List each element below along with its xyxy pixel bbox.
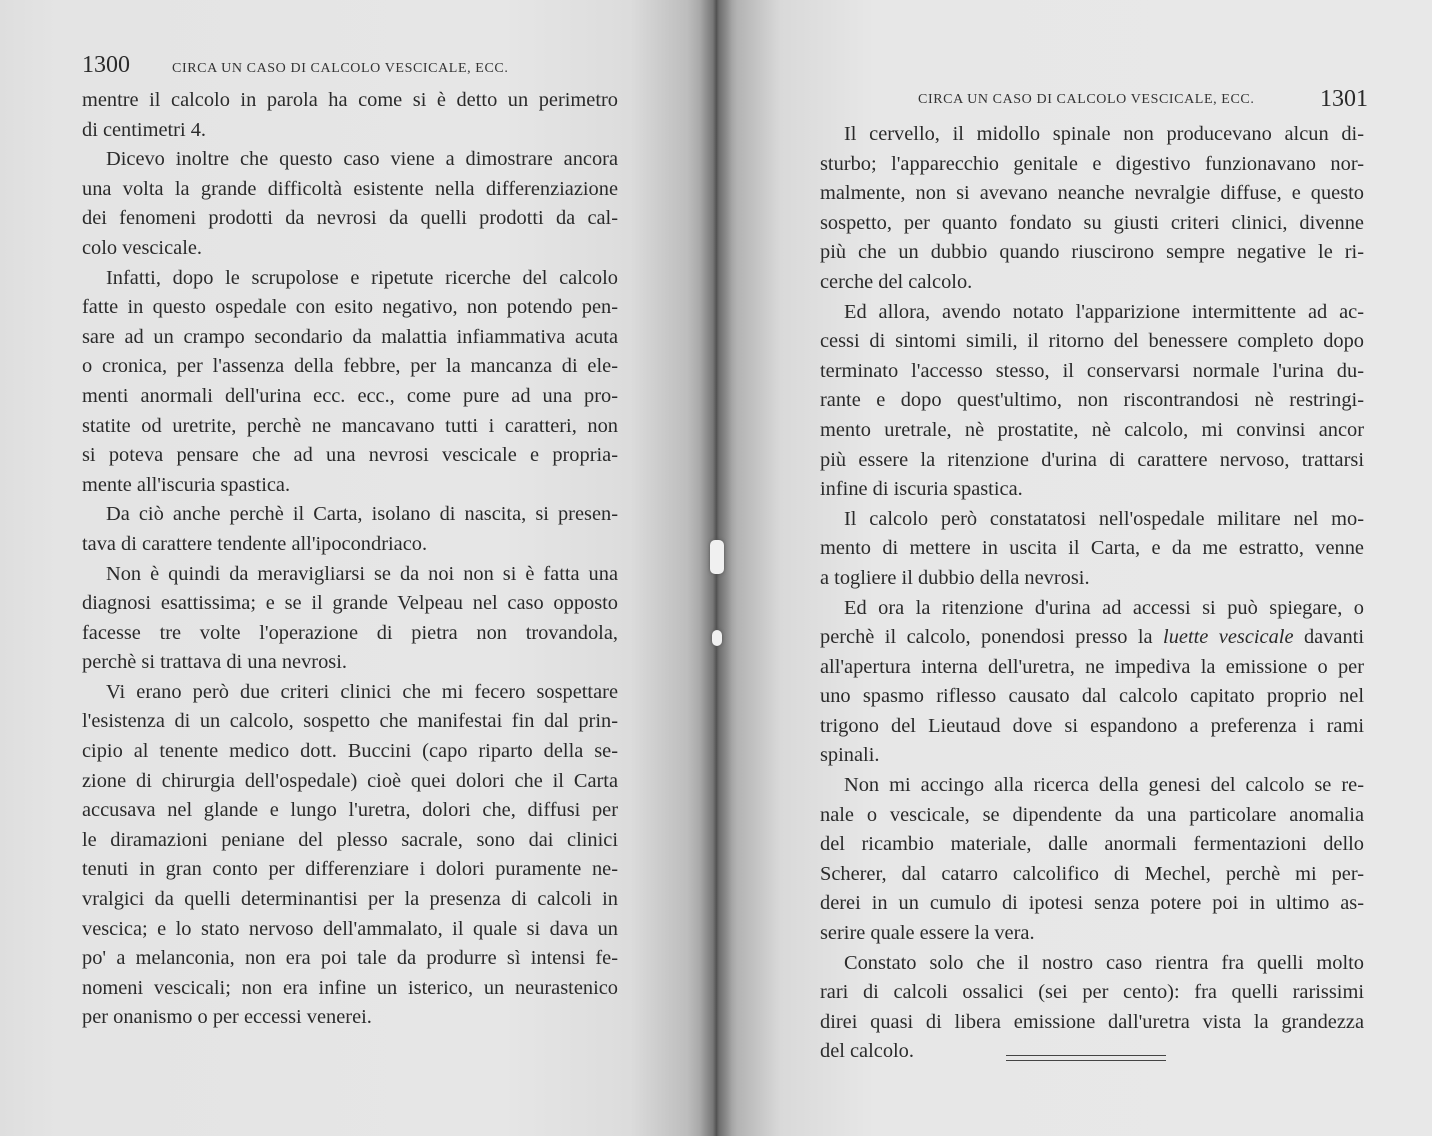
text-line: rante e dopo quest'ultimo, non riscontrandosi nè restringi- (820, 389, 1364, 412)
text-line: rari di calcoli ossalici (sei per cento): fra quelli rarissimi (820, 981, 1364, 1004)
text-line: tava di carattere tendente all'ipocondriaco. (82, 532, 428, 555)
text-line: po' a melanconia, non era poi tale da produrre sì intensi fe- (82, 947, 618, 970)
text-line: del ricambio materiale, dalle anormali fermentazioni dello (820, 833, 1364, 856)
left-text-column (82, 86, 618, 1033)
text-line: mentre il calcolo in parola ha come si è detto un perimetro (82, 89, 618, 111)
text-line: una volta la grande difficoltà esistente nella differenziazione (82, 177, 618, 200)
text-line: facesse tre volte l'operazione di pietra non trovandola, (82, 621, 618, 644)
text-line: più essere la ritenzione d'urina di carattere nervoso, trattarsi (820, 448, 1364, 471)
text-line: terminato l'accesso stesso, il conservarsi normale l'urina du- (820, 359, 1364, 382)
text-line: si poteva pensare che ad una nevrosi vescicale e propria- (82, 444, 618, 467)
text-line: sturbo; l'apparecchio genitale e digestivo funzionavano nor- (820, 152, 1364, 175)
text-line: Scherer, dal catarro calcolifico di Mechel, perchè mi per- (820, 862, 1364, 885)
text-line: direi quasi di libera emissione dall'uretra vista la grandezza (820, 1010, 1364, 1033)
text-line: Il calcolo però constatatosi nell'ospedale militare nel mo- (844, 507, 1364, 530)
text-line: del calcolo. (820, 1040, 914, 1063)
text-line: trigono del Lieutaud dove si espandono a preferenza i rami (820, 714, 1364, 737)
text-line: derei in un cumulo di ipotesi senza potere poi in ultimo as- (820, 892, 1364, 915)
text-line: di centimetri 4. (82, 118, 207, 141)
text-line: vralgici da quelli determinantisi per la presenza di calcoli in (82, 888, 618, 911)
text-line: tenuti in gran conto per differenziare i dolori puramente ne- (82, 858, 618, 881)
left-page-number: 1300 (82, 52, 130, 78)
text-line: infine di iscuria spastica. (820, 478, 1023, 501)
text-line: per onanismo o per eccessi venerei. (82, 1006, 372, 1029)
text-line: più che un dubbio quando riuscirono sempre negative le ri- (820, 241, 1364, 264)
text-line: Non è quindi da meravigliarsi se da noi non si è fatta una (106, 562, 618, 585)
text-line: uno spasmo riflesso causato dal calcolo capitato proprio nel (820, 685, 1364, 708)
text-line: le diramazioni peniane del plesso sacrale, sono dai clinici (82, 828, 618, 851)
binding-thread-lower (712, 630, 722, 646)
text-line: sospetto, per quanto fondato su giusti criteri clinici, divenne (820, 211, 1364, 234)
text-line: Constato solo che il nostro caso rientra fra quelli molto (844, 951, 1364, 974)
end-rule-top (1006, 1055, 1166, 1056)
right-page-number: 1301 (1320, 86, 1368, 112)
text-line: diagnosi esattissima; e se il grande Velpeau nel caso opposto (82, 592, 618, 615)
text-line: zione di chirurgia dell'ospedale) cioè quei dolori che il Carta (82, 769, 618, 792)
text-line: menti anormali dell'urina ecc. ecc., come pure ad una pro- (82, 384, 618, 407)
text-line: cerche del calcolo. (820, 270, 973, 293)
text-line: perchè il calcolo, ponendosi presso la luette vescicale davanti (820, 626, 1364, 649)
text-line: all'apertura interna dell'uretra, ne impediva la emissione o per (820, 655, 1364, 678)
text-line: nale o vescicale, se dipendente da una particolare anomalia (820, 803, 1364, 826)
right-running-head: CIRCA UN CASO DI CALCOLO VESCICALE, ECC. (918, 92, 1255, 107)
text-line: serire quale essere la vera. (820, 922, 1035, 945)
text-line: colo vescicale. (82, 236, 203, 259)
text-line: statite od uretrite, perchè ne mancavano tutti i caratteri, non (82, 414, 618, 437)
text-line: Infatti, dopo le scrupolose e ripetute ricerche del calcolo (106, 266, 618, 289)
text-line: Dicevo inoltre che questo caso viene a dimostrare ancora (106, 148, 618, 171)
text-line: dei fenomeni prodotti da nevrosi da quelli prodotti da cal- (82, 207, 618, 230)
left-running-head: CIRCA UN CASO DI CALCOLO VESCICALE, ECC. (172, 61, 509, 76)
text-line: vescica; e lo stato nervoso dell'ammalato, il quale si dava un (82, 917, 618, 940)
text-line: malmente, non si avevano neanche nevralgie diffuse, e questo (820, 182, 1364, 205)
text-line: mento di mettere in uscita il Carta, e da me estratto, venne (820, 537, 1364, 560)
text-line: spinali. (820, 744, 880, 767)
end-rule-bottom (1006, 1060, 1166, 1061)
text-line: Ed allora, avendo notato l'apparizione intermittente ad ac- (844, 300, 1364, 323)
text-line: mento uretrale, nè prostatite, nè calcolo, mi convinsi ancor (820, 418, 1364, 441)
text-line: fatte in questo ospedale con esito negativo, non potendo pen- (82, 296, 618, 319)
text-line: cessi di sintomi simili, il ritorno del benessere completo dopo (820, 330, 1364, 353)
text-line: l'esistenza di un calcolo, sospetto che manifestai fin dal prin- (82, 710, 618, 733)
text-line: sare ad un crampo secondario da malattia infiammativa acuta (82, 325, 618, 348)
binding-thread-upper (710, 540, 724, 574)
text-line: Vi erano però due criteri clinici che mi fecero sospettare (106, 680, 618, 703)
text-line: accusava nel glande e lungo l'uretra, dolori che, diffusi per (82, 799, 618, 822)
text-line: o cronica, per l'assenza della febbre, per la mancanza di ele- (82, 355, 618, 378)
text-line: mente all'iscuria spastica. (82, 473, 291, 496)
text-line: nomeni vescicali; non era infine un isterico, un neurastenico (82, 976, 618, 999)
text-line: Da ciò anche perchè il Carta, isolano di nascita, si presen- (106, 503, 618, 526)
right-text-column (820, 120, 1364, 1067)
text-line: Non mi accingo alla ricerca della genesi del calcolo se re- (844, 774, 1364, 797)
text-line: perchè si trattava di una nevrosi. (82, 651, 347, 674)
text-line: cipio al tenente medico dott. Buccini (capo riparto della se- (82, 740, 618, 763)
text-line: Il cervello, il midollo spinale non producevano alcun di- (844, 123, 1364, 145)
text-line: Ed ora la ritenzione d'urina ad accessi si può spiegare, o (844, 596, 1364, 619)
text-line: a togliere il dubbio della nevrosi. (820, 566, 1090, 589)
